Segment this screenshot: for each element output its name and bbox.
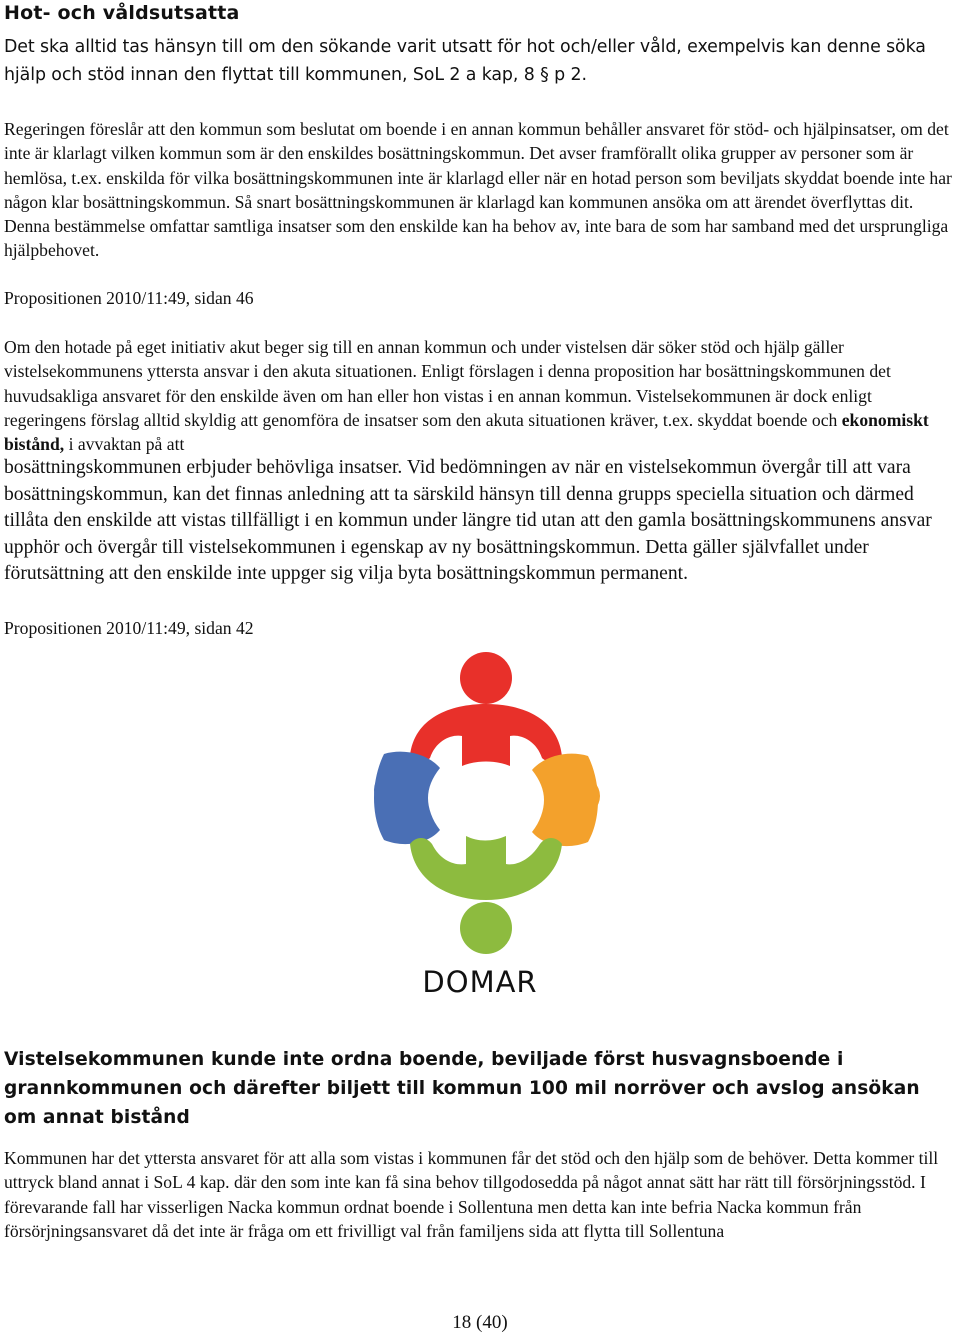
quote-source-2: Propositionen 2010/11:49, sidan 42 [4,618,254,638]
left-person-icon [374,752,440,844]
intro-paragraph: Det ska alltid tas hänsyn till om den sökande varit utsatt för hot och/eller våld, exempelvis kan denne söka hjälp och stöd innan den flyttat till kommunen, SoL 2 a kap, 8 § p 2. [4,37,926,85]
quote-2-bold: ekonomiskt bistånd, [4,409,929,455]
quote-paragraph-1: Regeringen föreslår att den kommun som beslutat om boende i en annan kommun behåller ansvaret för stöd- och hjälpinsatser, om det inte är klarlagt vilken kommun som är den enskildes bosättningskommun. Det avser framförallt olika grupper av personer som är hemlösa, t.ex. enskilda för vilka bosättningskommunen inte är klarlagd eller när en hotad person som beviljats skyddat boende inte har någon klar bosättningskommun. Så snart bosättningskommunen är klarlagd kan kommunen ansöka om att ärendet överflyttas dit. Denna bestämmelse omfattar samtliga insatser som den enskilde kan ha behov av, inte bara de som har samband med det ursprungliga hjälpbehovet. [4,119,952,261]
bottom-person-icon [410,836,562,954]
quote-source-1: Propositionen 2010/11:49, sidan 46 [4,288,254,308]
four-people-circle-icon [370,638,602,958]
page-number: 18 (40) [452,1312,508,1333]
case-body: Kommunen har det yttersta ansvaret för att alla som vistas i kommunen får det stöd och den hjälp som de behöver. Detta kommer till uttryck bland annat i SoL 4 kap. där den som inte kan få sina behov tillgodosedda på något annat sätt har rätt till försörjningsstöd. I förevarande fall har visserligen Nacka kommun ordnat boende i Sollentuna men detta kan inte befria Nacka kommun från försörjningsansvaret då det inte är fråga om ett frivilligt val från familjens sida att flytta till Sollentuna [4,1148,939,1241]
case-title: Vistelsekommunen kunde inte ordna boende, beviljade först husvagnsboende i grannkommunen och därefter biljett till kommun 100 mil norröver och avslog ansökan om annat bistånd [4,1049,920,1128]
quote-2-text-a: Om den hotade på eget initiativ akut beger sig till en annan kommun och under vistelsen där söker stöd och hjälp gäller vistelsekommunens yttersta ansvar i den akuta situationen. Enligt förslagen i denna proposition har bosättningskommunen det huvudsakliga ansvaret för den enskilde även om han eller hon vistas i en annan kommun. Vistelsekommunen är dock enligt regeringens förslag alltid skyldig att genomföra de insatser som den akuta situationen kräver, t.ex. skyddat boende och [4,337,891,430]
quote-2-text-b: i avvaktan på att [68,434,185,455]
section-heading: Hot- och våldsutsatta [4,2,240,24]
domar-heading: DOMAR [422,965,538,999]
right-person-icon [532,754,600,846]
top-person-icon [410,652,562,766]
quote-paragraph-2 [4,335,956,456]
quote-paragraph-2-continued: bosättningskommunen erbjuder behövliga insatser. Vid bedömningen av när en vistelsekommun övergår till att vara bosättningskommun, kan det finnas anledning att ta särskild hänsyn till denna grupps speciella situation och därmed tillåta den enskilde att vistas tillfälligt i en kommun under längre tid utan att den gamla bosättningskommunens ansvar upphör och övergår till vistelsekommunen i egenskap av ny bosättningskommun. Detta gäller självfallet under förutsättning att den enskilde inte uppger sig vilja byta bosättningskommun permanent. [4,457,932,584]
